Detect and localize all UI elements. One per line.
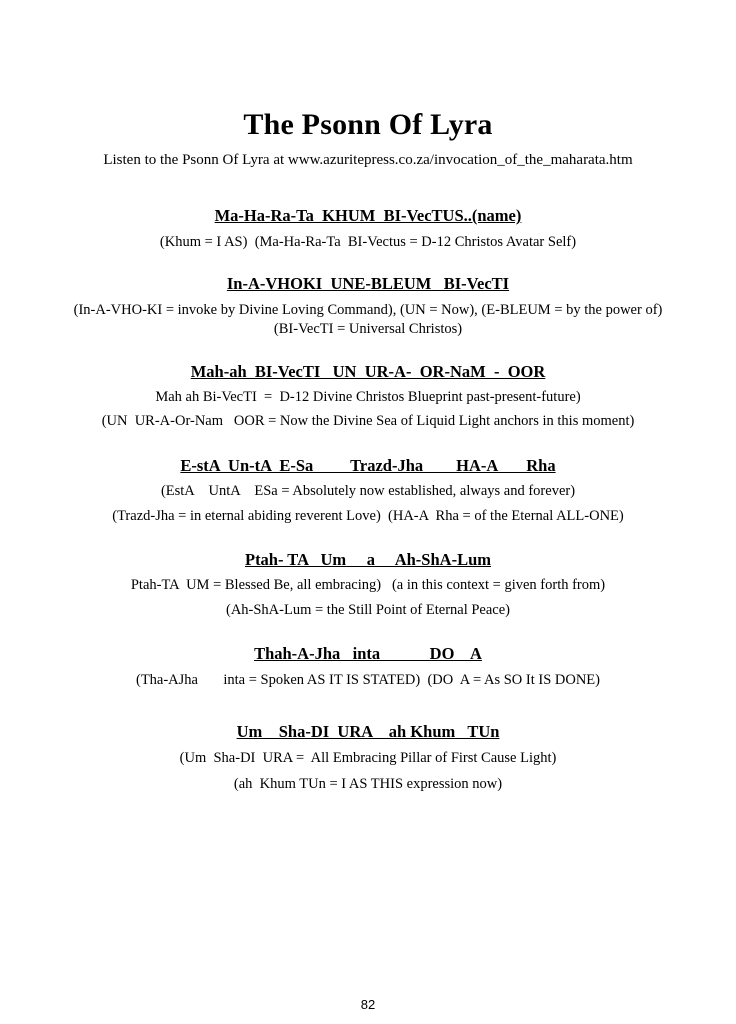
- section-2-line-1: (In-A-VHO-KI = invoke by Divine Loving Command), (UN = Now), (E-BLEUM = by the power of) (BI-VecTI = Universal Christos): [73, 302, 663, 337]
- section-3-line-1: Mah ah Bi-VecTI = D-12 Divine Christos Blueprint past-present-future): [155, 389, 581, 405]
- section-5-line-2: (Ah-ShA-Lum = the Still Point of Eternal Peace): [225, 602, 511, 618]
- section-7-line-1: (Um Sha-DI URA = All Embracing Pillar of First Cause Light): [179, 750, 557, 766]
- section-6-heading: Thah-A-Jha inta DO A: [254, 644, 482, 663]
- section-4-heading: E-stA Un-tA E-Sa Trazd-Jha HA-A Rha: [180, 456, 556, 475]
- section-2-heading: In-A-VHOKI UNE-BLEUM BI-VecTI: [226, 274, 510, 293]
- section-4-line-2: (Trazd-Jha = in eternal abiding reverent Love) (HA-A Rha = of the Eternal ALL-ONE): [112, 508, 624, 524]
- section-6-line-1: (Tha-AJha inta = Spoken AS IT IS STATED) (DO A = As SO It IS DONE): [135, 672, 600, 688]
- section-3-heading: Mah-ah BI-VecTI UN UR-A- OR-NaM - OOR: [190, 362, 546, 381]
- page-number: 82: [360, 997, 376, 1012]
- section-5-heading: Ptah- TA Um a Ah-ShA-Lum: [244, 550, 491, 569]
- section-7-heading: Um Sha-DI URA ah Khum TUn: [236, 722, 500, 741]
- section-3-line-2: (UN UR-A-Or-Nam OOR = Now the Divine Sea of Liquid Light anchors in this moment): [101, 413, 635, 429]
- section-5-line-1: Ptah-TA UM = Blessed Be, all embracing) (a in this context = given forth from): [130, 577, 606, 593]
- page-title: The Psonn Of Lyra: [243, 108, 493, 141]
- section-1-line-1: (Khum = I AS) (Ma-Ha-Ra-Ta BI-Vectus = D-12 Christos Avatar Self): [159, 234, 577, 250]
- section-7-line-2: (ah Khum TUn = I AS THIS expression now): [233, 776, 503, 792]
- section-1-heading: Ma-Ha-Ra-Ta KHUM BI-VecTUS..(name): [214, 206, 522, 225]
- listen-link-text: Listen to the Psonn Of Lyra at www.azuritepress.co.za/invocation_of_the_maharata.htm: [103, 152, 633, 168]
- section-4-line-1: (EstA UntA ESa = Absolutely now established, always and forever): [160, 483, 576, 499]
